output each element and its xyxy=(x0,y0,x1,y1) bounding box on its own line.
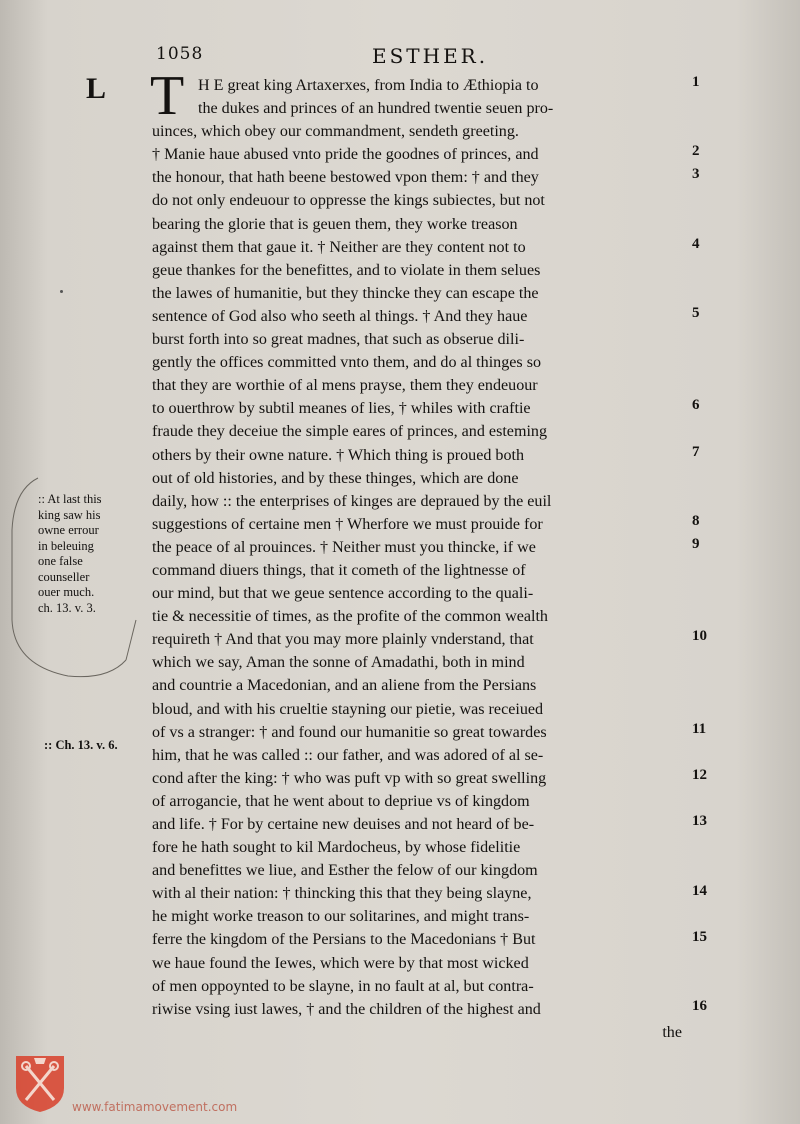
text-line: that they are worthie of al mens prayse, them they endeuour xyxy=(152,377,538,395)
text-line: sentence of God also who seeth al things. † And they haue xyxy=(152,307,528,325)
verse-number: 13 xyxy=(692,813,707,830)
text-line: the honour, that hath beene bestowed vpon them: † and they xyxy=(152,169,539,187)
verse-number: 11 xyxy=(692,720,707,737)
text-line: daily, how :: the enterprises of kinges are depraued by the euil xyxy=(152,492,552,510)
verse-number: 2 xyxy=(692,143,700,160)
verse-number: 12 xyxy=(692,767,707,783)
text-line: † Manie haue abused vnto pride the goodnes of princes, and xyxy=(152,146,539,164)
verse-number: 5 xyxy=(692,305,700,321)
text-line: fore he hath sought to kil Mardocheus, by whose fidelitie xyxy=(152,839,521,857)
verse-number: 16 xyxy=(692,998,707,1014)
text-line: to ouerthrow by subtil meanes of lies, † whiles with craftie xyxy=(152,400,531,418)
text-line: suggestions of certaine men † Wherfore we must prouide for xyxy=(152,515,543,533)
text-line: fraude they deceiue the simple eares of princes, and esteming xyxy=(152,423,548,441)
text-line: bearing the glorie that is geuen them, they worke treason xyxy=(152,215,518,233)
signature-letter: L xyxy=(86,72,107,105)
watermark-url: www.fatimamovement.com xyxy=(72,1100,238,1114)
text-line: requireth † And that you may more plainly vnderstand, that xyxy=(152,631,534,649)
marginal-note-line: counseller xyxy=(38,569,90,584)
drop-capital: T xyxy=(150,65,185,127)
text-line: and countrie a Macedonian, and an aliene from the Persians xyxy=(152,677,537,695)
text-line: tie & necessitie of times, as the profite of the common wealth xyxy=(152,608,548,626)
verse-number: 10 xyxy=(692,628,707,645)
verse-number: 8 xyxy=(692,512,700,529)
text-line: ferre the kingdom of the Persians to the Macedonians † But xyxy=(152,931,536,949)
marginal-note-line: one false xyxy=(38,554,83,568)
text-line: the peace of al prouinces. † Neither must you thincke, if we xyxy=(152,538,536,556)
text-line: the dukes and princes of an hundred twentie seuen pro- xyxy=(198,100,554,118)
text-line: geue thankes for the benefittes, and to violate in them selues xyxy=(152,261,541,279)
text-line: of arrogancie, that he went about to depriue vs of kingdom xyxy=(152,792,530,810)
body-text xyxy=(152,74,692,1044)
text-line: and benefittes we liue, and Esther the felow of our kingdom xyxy=(152,862,538,880)
text-line: him, that he was called :: our father, and was adored of al se- xyxy=(152,746,544,764)
marginal-note-line: owne errour xyxy=(38,523,99,537)
folio-number: 1058 xyxy=(156,44,204,64)
text-line: which we say, Aman the sonne of Amadathi, both in mind xyxy=(152,654,525,672)
text-line: he might worke treason to our solitarines, and might trans- xyxy=(152,908,530,926)
verse-number: 14 xyxy=(692,882,707,899)
verse-number: 9 xyxy=(692,536,700,552)
text-line: others by their owne nature. † Which thing is proued both xyxy=(152,446,525,464)
verse-number: 7 xyxy=(692,443,700,460)
marginal-note-line: in beleuing xyxy=(38,538,94,553)
text-line: riwise vsing iust lawes, † and the children of the highest and xyxy=(152,1000,541,1018)
marginal-note xyxy=(38,492,133,616)
marginal-note-line: ch. 13. v. 3. xyxy=(38,600,96,615)
marginal-reference: :: Ch. 13. v. 6. xyxy=(44,738,118,752)
text-line: burst forth into so great madnes, that such as obserue dili- xyxy=(152,331,525,349)
marginal-note-line: :: At last this xyxy=(38,492,102,506)
text-line: bloud, and with his crueltie stayning our pietie, was receiued xyxy=(152,700,544,718)
verse-number: 6 xyxy=(692,397,700,414)
text-line: we haue found the Iewes, which were by that most wicked xyxy=(152,954,529,972)
verse-number: 1 xyxy=(692,74,700,90)
verse-number: 4 xyxy=(692,235,700,252)
text-line: command diuers things, that it cometh of the lightnesse of xyxy=(152,561,526,579)
text-line: against them that gaue it. † Neither are they content not to xyxy=(152,238,526,256)
text-line: of vs a stranger: † and found our humanitie so great towardes xyxy=(152,723,547,741)
text-line: out of old histories, and by these thinges, which are done xyxy=(152,469,519,487)
text-line: and life. † For by certaine new deuises and not heard of be- xyxy=(152,816,535,833)
text-line: the xyxy=(662,1023,682,1041)
text-line: with al their nation: † thincking this that they being slayne, xyxy=(152,885,532,903)
papal-crossed-keys-logo-icon xyxy=(12,1052,68,1114)
verse-number: 3 xyxy=(692,166,700,183)
marginal-note-line: king saw his xyxy=(38,507,101,522)
text-line: H E great king Artaxerxes, from India to Æthiopia to xyxy=(198,77,539,94)
text-line: our mind, but that we geue sentence according to the quali- xyxy=(152,585,534,603)
text-line: do not only endeuour to oppresse the kings subiectes, but not xyxy=(152,192,545,210)
text-line: gently the offices committed vnto them, and do al thinges so xyxy=(152,354,542,372)
text-line: the lawes of humanitie, but they thincke they can escape the xyxy=(152,284,539,302)
text-line: uinces, which obey our commandment, sendeth greeting. xyxy=(152,123,519,141)
text-line: cond after the king: † who was puft vp with so great swelling xyxy=(152,769,547,787)
margin-dot xyxy=(60,290,63,293)
verse-number: 15 xyxy=(692,928,707,945)
marginal-note-line: ouer much. xyxy=(38,585,95,599)
running-title: ESTHER. xyxy=(372,44,489,68)
text-line: of men oppoynted to be slayne, in no fault at al, but contra- xyxy=(152,977,534,995)
